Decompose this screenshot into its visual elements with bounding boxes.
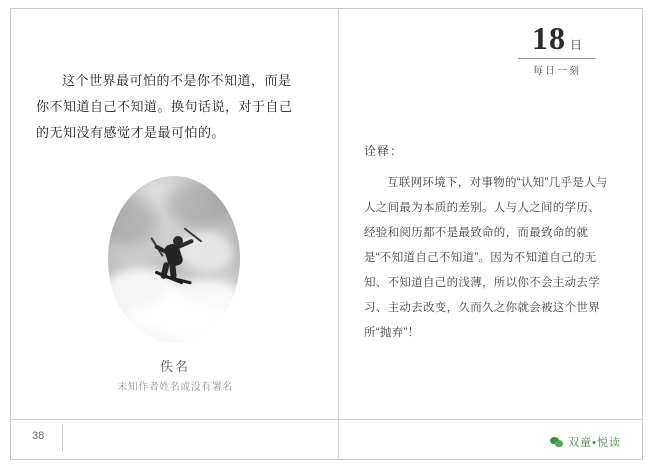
- annotation-section: [364, 142, 610, 346]
- skier-photo: [108, 176, 240, 342]
- ski-icon: [162, 274, 192, 284]
- brand-text: 双童•悦读: [568, 437, 621, 449]
- skier-head: [173, 236, 183, 246]
- date-unit-label: 日: [569, 38, 582, 52]
- photo-smoke: [166, 180, 236, 228]
- date-subtitle: 每日一刻: [533, 66, 581, 77]
- leaf-icon: [550, 437, 563, 448]
- date-divider: [518, 58, 596, 59]
- date-number: 18: [531, 20, 566, 56]
- quote-section: [36, 68, 314, 146]
- author-name: 佚名: [159, 359, 190, 374]
- page-number-separator: [62, 424, 63, 452]
- skier-silhouette: [152, 228, 200, 284]
- brand-mark: [550, 434, 621, 450]
- photo-frame: [108, 176, 240, 342]
- column-divider: [338, 8, 339, 460]
- author-note: 未知作者姓名或没有署名: [117, 382, 233, 393]
- date-row: [497, 22, 617, 54]
- annotation-body: 互联网环境下，对事物的“认知”几乎是人与人之间最为本质的差别。人与人之间的学历、经验和阅历都不是最致命的，而最致命的就是“不知道自己不知道”。因为不知道自己的无知、不知道自己的浅薄，所以你不会主动去学习、主动去改变，久而久之你就会被这个世界所“抛弃”！: [364, 177, 608, 339]
- footer-divider: [10, 419, 643, 420]
- quote-text: 这个世界最可怕的不是你不知道，而是你不知道自己不知道。换句话说，对于自己的无知没有感觉才是最可怕的。: [36, 73, 293, 140]
- page-number: 38: [32, 430, 45, 442]
- date-block: [497, 22, 617, 77]
- photo-snow-spray: [124, 302, 234, 342]
- annotation-title: 诠释：: [364, 144, 404, 158]
